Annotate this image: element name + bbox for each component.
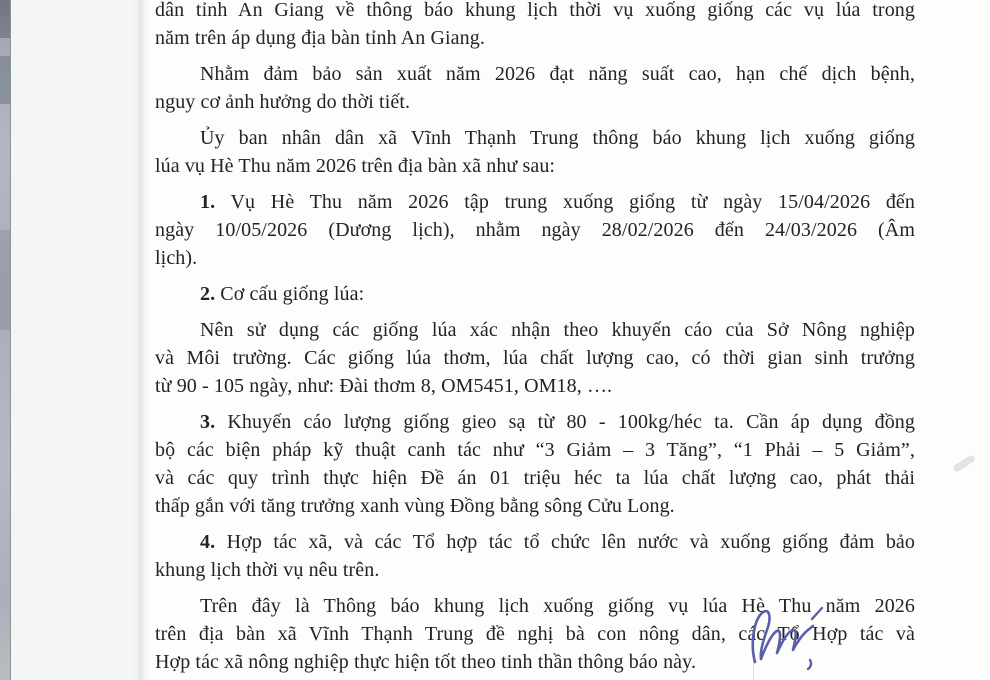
text-line	[155, 372, 915, 400]
paragraph	[155, 0, 915, 52]
text-line	[155, 556, 915, 584]
line-text: Nhằm đảm bảo sản xuất năm 2026 đạt năng suất cao, hạn chế dịch bệnh,	[200, 63, 915, 85]
line-text: dân tỉnh An Giang về thông báo khung lịch thời vụ xuống giống các vụ lúa trong	[155, 0, 915, 21]
line-text: Hợp tác xã, và các Tổ hợp tác tổ chức lên nước và xuống giống đảm bảo	[215, 531, 915, 553]
scan-smudge	[952, 454, 976, 473]
scan-edge-shade	[0, 56, 10, 104]
document-body	[155, 0, 915, 676]
line-text: lúa vụ Hè Thu năm 2026 trên địa bàn xã như sau:	[155, 155, 556, 177]
line-text: Khuyến cáo lượng giống gieo sạ từ 80 - 100kg/héc ta. Cần áp dụng đồng	[215, 411, 915, 433]
line-text: Trên đây là Thông báo khung lịch xuống giống vụ lúa Hè Thu năm 2026	[200, 595, 915, 617]
text-line	[155, 344, 915, 372]
paragraph	[155, 316, 915, 400]
line-text: và Môi trường. Các giống lúa thơm, lúa chất lượng cao, có thời gian sinh trưởng	[155, 347, 915, 369]
line-text: Hợp tác xã nông nghiệp thực hiện tốt theo tinh thần thông báo này.	[155, 651, 697, 673]
text-line	[155, 188, 915, 216]
line-text: Nên sử dụng các giống lúa xác nhận theo khuyến cáo của Sở Nông nghiệp	[200, 319, 915, 341]
pen-signature-icon	[746, 600, 842, 674]
line-text: Cơ cấu giống lúa:	[215, 283, 365, 305]
paragraph	[155, 124, 915, 180]
paragraph	[155, 528, 915, 584]
line-text: lịch).	[155, 247, 198, 269]
text-line	[155, 88, 915, 116]
line-text: nguy cơ ảnh hưởng do thời tiết.	[155, 91, 411, 113]
scan-edge-shade	[0, 0, 10, 38]
page-margin-band	[11, 0, 135, 680]
text-line	[155, 216, 915, 244]
line-text: ngày 10/05/2026 (Dương lịch), nhằm ngày 28/02/2026 đến 24/03/2026 (Âm	[155, 219, 915, 241]
clause-number: 4.	[200, 531, 216, 553]
text-line	[155, 280, 915, 308]
paragraph	[155, 60, 915, 116]
line-text: bộ các biện pháp kỹ thuật canh tác như “3 Giảm – 3 Tăng”, “1 Phải – 5 Giảm”,	[155, 439, 915, 461]
text-line	[155, 24, 915, 52]
text-line	[155, 464, 915, 492]
text-line	[155, 0, 915, 24]
clause-number: 3.	[200, 411, 216, 433]
line-text: khung lịch thời vụ nêu trên.	[155, 559, 380, 581]
line-text: và các quy trình thực hiện Đề án 01 triệu héc ta lúa chất lượng cao, phát thải	[155, 467, 915, 489]
document-page	[155, 0, 915, 676]
text-line	[155, 436, 915, 464]
line-text: từ 90 - 105 ngày, như: Đài thơm 8, OM5451, OM18, ….	[155, 375, 613, 397]
clause-number: 2.	[200, 283, 216, 305]
scan-edge-strip	[0, 0, 11, 680]
line-text: thấp gắn với tăng trưởng xanh vùng Đồng bằng sông Cửu Long.	[155, 495, 675, 517]
text-line	[155, 316, 915, 344]
line-text: Vụ Hè Thu năm 2026 tập trung xuống giống từ ngày 15/04/2026 đến	[215, 191, 915, 213]
text-line	[155, 408, 915, 436]
paragraph	[155, 280, 915, 308]
text-line	[155, 124, 915, 152]
line-text: Ủy ban nhân dân xã Vĩnh Thạnh Trung thông báo khung lịch xuống giống	[200, 127, 915, 149]
text-line	[155, 152, 915, 180]
clause-number: 1.	[200, 191, 216, 213]
text-line	[155, 60, 915, 88]
text-line	[155, 528, 915, 556]
paragraph	[155, 408, 915, 520]
paragraph	[155, 188, 915, 272]
text-line	[155, 492, 915, 520]
scan-edge-shade	[0, 230, 10, 330]
line-text: năm trên áp dụng địa bàn tỉnh An Giang.	[155, 27, 485, 49]
text-line	[155, 244, 915, 272]
line-text: trên địa bàn xã Vĩnh Thạnh Trung đề nghị bà con nông dân, các Tổ Hợp tác và	[155, 623, 915, 645]
page-fold-shadow	[133, 0, 151, 680]
